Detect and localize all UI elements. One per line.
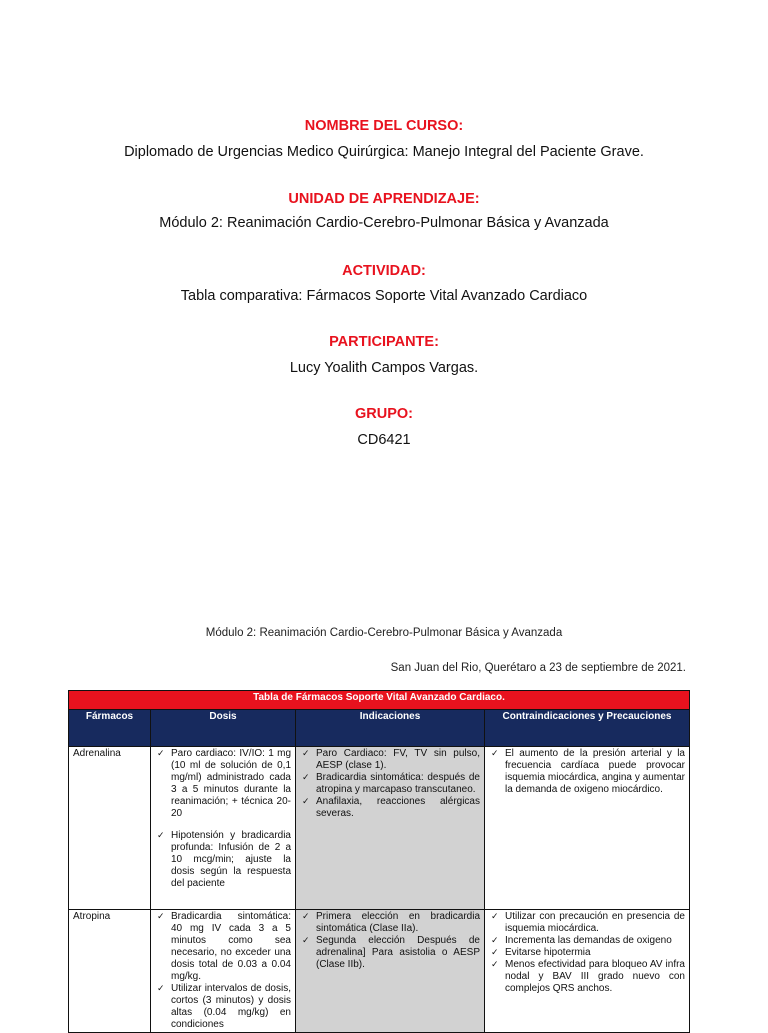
contra-item: ✓ Menos efectividad para bloqueo AV infra nodal y BAV III grado nuevo con complejos QRS anchos. xyxy=(489,959,685,995)
contra-item: ✓ Utilizar con precaución en presencia de isquemia miocárdica. xyxy=(489,911,685,935)
place-date: San Juan del Rio, Querétaro a 23 de septiembre de 2021. xyxy=(390,662,686,674)
table-row xyxy=(69,747,690,910)
contra-cell xyxy=(485,910,690,1033)
contra-cell xyxy=(485,747,690,910)
header-dosis: Dosis xyxy=(151,710,296,747)
contra-item: ✓ Incrementa las demandas de oxigeno xyxy=(489,935,685,947)
contra-item: ✓ El aumento de la presión arterial y la frecuencia cardíaca puede provocar isquemia miocárdica, angina y aumentar la demanda de oxigeno miocárdico. xyxy=(489,748,685,796)
unit-value: Módulo 2: Reanimación Cardio-Cerebro-Pulmonar Básica y Avanzada xyxy=(159,215,609,231)
indicacion-item: ✓ Segunda elección Después de adrenalina] Para asistolia o AESP (Clase IIb). xyxy=(300,935,480,971)
activity-label: ACTIVIDAD: xyxy=(342,263,426,279)
header-contraindicaciones: Contraindicaciones y Precauciones xyxy=(485,710,690,747)
drugs-table xyxy=(68,690,690,1033)
dosis-cell xyxy=(151,910,296,1033)
table-title: Tabla de Fármacos Soporte Vital Avanzado Cardiaco. xyxy=(69,691,690,710)
indicacion-item: ✓ Bradicardia sintomática: después de atropina y marcapaso transcutaneo. xyxy=(300,772,480,796)
indicacion-item: ✓ Paro Cardiaco: FV, TV sin pulso, AESP (clase 1). xyxy=(300,748,480,772)
group-value: CD6421 xyxy=(357,432,411,448)
drug-name: Atropina xyxy=(69,910,151,1033)
activity-value: Tabla comparativa: Fármacos Soporte Vital Avanzado Cardiaco xyxy=(180,288,588,304)
table-header-row xyxy=(69,710,690,747)
page-header: Módulo 2: Reanimación Cardio-Cerebro-Pulmonar Básica y Avanzada xyxy=(205,627,563,639)
dosis-item: ✓ Paro cardiaco: IV/IO: 1 mg (10 ml de solución de 0,1 mg/ml) administrado cada 3 a 5 minutos durante la reanimación; + técnica 20-20 xyxy=(155,748,291,820)
header-farmacos: Fármacos xyxy=(69,710,151,747)
course-value: Diplomado de Urgencias Medico Quirúrgica: Manejo Integral del Paciente Grave. xyxy=(124,144,644,160)
table-row xyxy=(69,910,690,1033)
indicaciones-cell xyxy=(296,747,485,910)
course-label: NOMBRE DEL CURSO: xyxy=(304,118,464,134)
group-label: GRUPO: xyxy=(355,406,413,422)
participant-label: PARTICIPANTE: xyxy=(329,334,439,350)
participant-value: Lucy Yoalith Campos Vargas. xyxy=(289,360,479,376)
dosis-item: ✓ Hipotensión y bradicardia profunda: Infusión de 2 a 10 mcg/min; ajuste la dosis según la respuesta del paciente xyxy=(155,830,291,890)
header-indicaciones: Indicaciones xyxy=(296,710,485,747)
dosis-item: ✓ Utilizar intervalos de dosis, cortos (3 minutos) y dosis altas (0.04 mg/kg) en condiciones xyxy=(155,983,291,1031)
indicaciones-cell xyxy=(296,910,485,1033)
contra-item: ✓ Evitarse hipotermia xyxy=(489,947,685,959)
indicacion-item: ✓ Anafilaxia, reacciones alérgicas severas. xyxy=(300,796,480,820)
dosis-item: ✓ Bradicardia sintomática: 40 mg IV cada 3 a 5 minutos como sea necesario, no exceder una dosis total de 0.03 a 0.04 mg/kg. xyxy=(155,911,291,983)
indicacion-item: ✓ Primera elección en bradicardia sintomática (Clase IIa). xyxy=(300,911,480,935)
unit-label: UNIDAD DE APRENDIZAJE: xyxy=(288,191,480,207)
dosis-cell xyxy=(151,747,296,910)
drug-name: Adrenalina xyxy=(69,747,151,910)
